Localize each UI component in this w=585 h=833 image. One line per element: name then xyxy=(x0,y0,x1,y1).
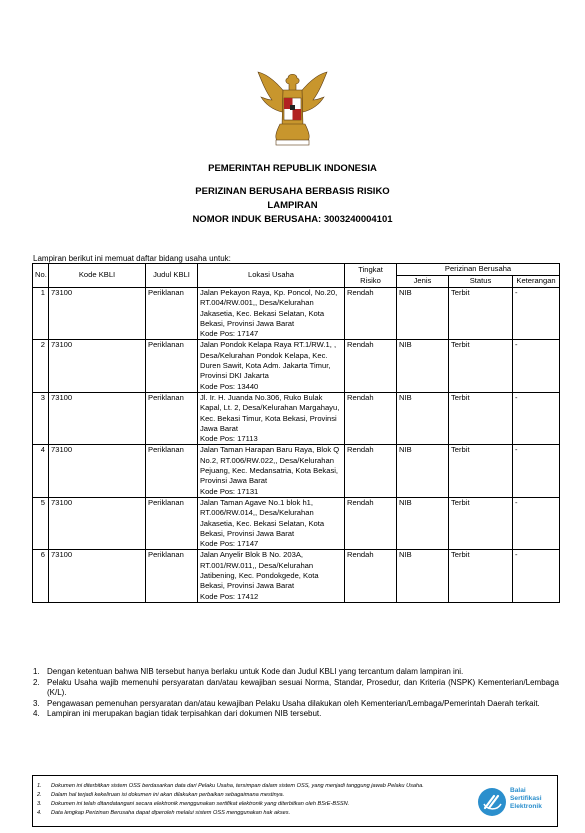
footer-number: 1. xyxy=(37,783,42,789)
lokasi-postal-code: Kode Pos: 17147 xyxy=(200,539,259,549)
bsre-text-line2: Sertifikasi xyxy=(510,795,542,802)
judul-kbli-cell: Periklanan xyxy=(146,497,198,549)
status-cell: Terbit xyxy=(449,445,513,497)
status-cell: Terbit xyxy=(449,340,513,392)
lokasi-usaha-cell xyxy=(198,497,345,549)
kode-kbli-cell: 73100 xyxy=(49,550,146,602)
keterangan-cell: - xyxy=(513,288,560,340)
tingkat-risiko-cell: Rendah xyxy=(345,445,397,497)
note-number: 4. xyxy=(33,709,40,719)
lokasi-postal-code: Kode Pos: 17412 xyxy=(200,591,259,601)
row-number: 5 xyxy=(33,497,49,549)
lokasi-address: Jalan Taman Agave No.1 blok h1, RT.006/RW.014,, Desa/Kelurahan Jakasetia, Kec. Bekasi Selatan, Kota Bekasi, Provinsi Jawa Barat xyxy=(200,497,325,538)
garuda-pancasila-emblem xyxy=(256,70,329,146)
kode-kbli-cell: 73100 xyxy=(49,340,146,392)
footer-text: Dokumen ini telah ditandatangani secara elektronik menggunakan sertifikat elektronik yang diterbitkan oleh BSrE-BSSN. xyxy=(51,801,350,807)
note-text: Pelaku Usaha wajib memenuhi persyaratan dan/atau kewajiban sesuai Norma, Standar, Prosedur, dan Kriteria (NSPK) Kementerian/Lembaga (K/L). xyxy=(47,677,559,698)
note-item xyxy=(33,678,559,699)
lokasi-usaha-cell xyxy=(198,340,345,392)
bsre-icon xyxy=(477,787,507,817)
kbli-table xyxy=(32,263,560,603)
header-kode-kbli: Kode KBLI xyxy=(49,264,146,288)
lokasi-postal-code: Kode Pos: 13440 xyxy=(200,381,259,391)
tingkat-risiko-cell: Rendah xyxy=(345,497,397,549)
judul-kbli-cell: Periklanan xyxy=(146,288,198,340)
lokasi-address: Jl. Ir. H. Juanda No.306, Ruko Bulak Kapal, Lt. 2, Desa/Kelurahan Margahayu, Kec. Bekasi Timur, Kota Bekasi, Provinsi Jawa Barat xyxy=(200,392,340,433)
nib-number: NOMOR INDUK BERUSAHA: 3003240004101 xyxy=(192,214,393,225)
footer-item xyxy=(37,782,475,791)
footer-disclaimer-box xyxy=(32,775,558,827)
lokasi-usaha-cell xyxy=(198,445,345,497)
keterangan-cell: - xyxy=(513,445,560,497)
tingkat-risiko-cell: Rendah xyxy=(345,288,397,340)
status-cell: Terbit xyxy=(449,497,513,549)
judul-kbli-cell: Periklanan xyxy=(146,392,198,444)
table-row xyxy=(33,445,560,497)
tingkat-risiko-cell: Rendah xyxy=(345,340,397,392)
keterangan-cell: - xyxy=(513,497,560,549)
table-row xyxy=(33,392,560,444)
header-judul-kbli: Judul KBLI xyxy=(146,264,198,288)
row-number: 1 xyxy=(33,288,49,340)
note-text: Lampiran ini merupakan bagian tidak terpisahkan dari dokumen NIB tersebut. xyxy=(47,709,322,719)
header-status: Status xyxy=(449,276,513,288)
document-subtitle: LAMPIRAN xyxy=(267,200,318,211)
footer-item xyxy=(37,800,475,809)
lokasi-address: Jalan Anyelir Blok B No. 203A, RT.001/RW.011,, Desa/Kelurahan Jatibening, Kec. Pondokgede, Kota Bekasi, Provinsi Jawa Barat xyxy=(200,550,319,591)
kode-kbli-cell: 73100 xyxy=(49,497,146,549)
jenis-cell: NIB xyxy=(397,445,449,497)
bsre-text-line1: Balai xyxy=(510,787,526,794)
bsre-logo xyxy=(477,787,557,821)
table-row xyxy=(33,288,560,340)
footer-number: 2. xyxy=(37,792,42,798)
intro-text: Lampiran berikut ini memuat daftar bidang usaha untuk: xyxy=(33,254,231,263)
header-tingkat-risiko: Tingkat Risiko xyxy=(345,264,397,288)
kode-kbli-cell: 73100 xyxy=(49,392,146,444)
government-name: PEMERINTAH REPUBLIK INDONESIA xyxy=(208,163,377,174)
notes-list xyxy=(33,667,559,720)
header-lokasi-usaha: Lokasi Usaha xyxy=(198,264,345,288)
tingkat-risiko-cell: Rendah xyxy=(345,392,397,444)
footer-text: Data lengkap Perizinan Berusaha dapat diperoleh melalui sistem OSS menggunakan hak akses. xyxy=(51,810,291,816)
table-row xyxy=(33,340,560,392)
document-title: PERIZINAN BERUSAHA BERBASIS RISIKO xyxy=(195,186,390,197)
lokasi-usaha-cell xyxy=(198,288,345,340)
note-text: Pengawasan pemenuhan persyaratan dan/atau kewajiban Pelaku Usaha dilakukan oleh Kementerian/Lembaga/Pemerintah Daerah terkait. xyxy=(47,698,540,708)
lokasi-usaha-cell xyxy=(198,392,345,444)
lokasi-address: Jalan Pekayon Raya, Kp. Poncol, No.20, RT.004/RW.001,, Desa/Kelurahan Jakasetia, Kec. Bekasi Selatan, Kota Bekasi, Provinsi Jawa Barat xyxy=(200,288,338,328)
note-item xyxy=(33,709,559,720)
row-number: 6 xyxy=(33,550,49,602)
jenis-cell: NIB xyxy=(397,340,449,392)
keterangan-cell: - xyxy=(513,550,560,602)
lokasi-postal-code: Kode Pos: 17113 xyxy=(200,434,258,444)
footer-item xyxy=(37,791,475,800)
jenis-cell: NIB xyxy=(397,288,449,340)
jenis-cell: NIB xyxy=(397,392,449,444)
note-item xyxy=(33,667,559,678)
lokasi-address: Jalan Taman Harapan Baru Raya, Blok Q No.2, RT.006/RW.022,, Desa/Kelurahan Pejuang, Kec. Medansatria, Kota Bekasi, Provinsi Jawa Barat xyxy=(200,445,340,486)
header-no: No. xyxy=(33,264,49,288)
header-jenis: Jenis xyxy=(397,276,449,288)
status-cell: Terbit xyxy=(449,392,513,444)
row-number: 4 xyxy=(33,445,49,497)
bsre-text-line3: Elektronik xyxy=(510,803,542,810)
note-item xyxy=(33,699,559,710)
note-number: 1. xyxy=(33,667,40,676)
lokasi-postal-code: Kode Pos: 17147 xyxy=(200,329,259,339)
note-number: 2. xyxy=(33,677,40,687)
header-keterangan: Keterangan xyxy=(513,276,560,288)
footer-number: 3. xyxy=(37,801,42,807)
lokasi-postal-code: Kode Pos: 17131 xyxy=(200,486,259,496)
status-cell: Terbit xyxy=(449,550,513,602)
jenis-cell: NIB xyxy=(397,497,449,549)
footer-number: 4. xyxy=(37,810,42,816)
note-text: Dengan ketentuan bahwa NIB tersebut hanya berlaku untuk Kode dan Judul KBLI yang tercantum dalam lampiran ini. xyxy=(47,667,464,676)
keterangan-cell: - xyxy=(513,340,560,392)
kode-kbli-cell: 73100 xyxy=(49,445,146,497)
kode-kbli-cell: 73100 xyxy=(49,288,146,340)
footer-item xyxy=(37,809,475,818)
judul-kbli-cell: Periklanan xyxy=(146,445,198,497)
table-row xyxy=(33,497,560,549)
row-number: 3 xyxy=(33,392,49,444)
jenis-cell: NIB xyxy=(397,550,449,602)
lokasi-address: Jalan Pondok Kelapa Raya RT.1/RW.1, , Desa/Kelurahan Pondok Kelapa, Kec. Duren Sawit, Kota Adm. Jakarta Timur, Provinsi DKI Jakarta xyxy=(200,340,337,381)
header-perizinan-berusaha: Perizinan Berusaha xyxy=(397,264,560,276)
keterangan-cell: - xyxy=(513,392,560,444)
footer-text: Dokumen ini diterbitkan sistem OSS berdasarkan data dari Pelaku Usaha, tersimpan dalam sistem OSS, yang menjadi tanggung jawab Pelaku Usaha. xyxy=(51,783,424,789)
lokasi-usaha-cell xyxy=(198,550,345,602)
footer-list xyxy=(37,782,475,818)
judul-kbli-cell: Periklanan xyxy=(146,340,198,392)
table-row xyxy=(33,550,560,602)
tingkat-risiko-cell: Rendah xyxy=(345,550,397,602)
row-number: 2 xyxy=(33,340,49,392)
status-cell: Terbit xyxy=(449,288,513,340)
footer-text: Dalam hal terjadi kekeliruan isi dokumen ini akan dilakukan perbaikan sebagaimana mestinya. xyxy=(51,792,285,798)
note-number: 3. xyxy=(33,698,40,708)
judul-kbli-cell: Periklanan xyxy=(146,550,198,602)
